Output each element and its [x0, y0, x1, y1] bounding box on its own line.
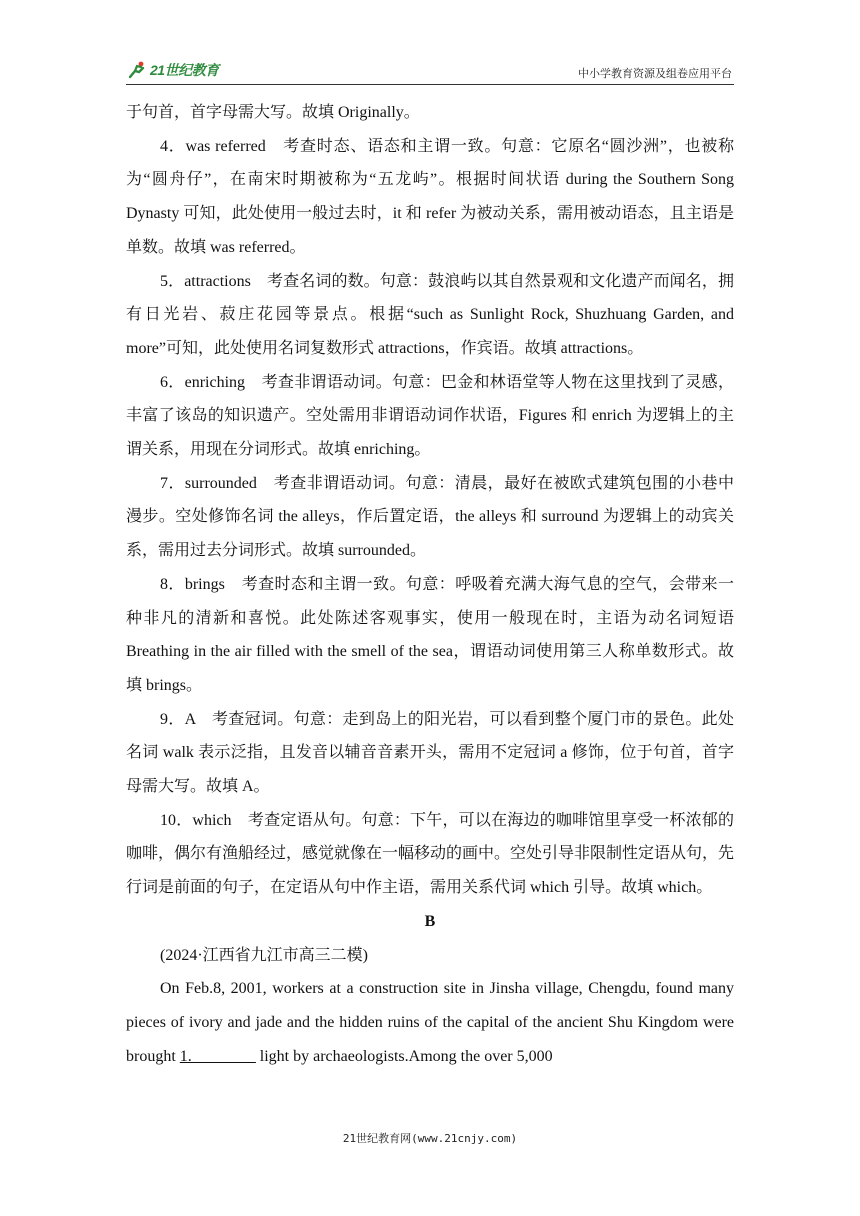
logo-text: 21世纪教育 — [150, 62, 219, 78]
passage-text-before: On Feb.8, 2001, workers at a construction site in Jinsha village, Chengdu, found many pieces of ivory and jade and the hidden ruins of the capital of the ancient Shu Kingdom were brought — [126, 980, 734, 1065]
fill-blank-1: 1.________ — [179, 1047, 256, 1065]
platform-name: 中小学教育资源及组卷应用平台 — [578, 67, 732, 80]
answer-9: 9．A 考查冠词。句意：走到岛上的阳光岩，可以看到整个厦门市的景色。此处名词 walk 表示泛指，且发音以辅音音素开头，需用不定冠词 a 修饰，位于句首，首字母需大写。故填 A。 — [126, 710, 734, 796]
answer-8: 8．brings 考查时态和主谓一致。句意：呼吸着充满大海气息的空气，会带来一种非凡的清新和喜悦。此处陈述客观事实，使用一般现在时，主语为动名词短语 Breathing in the air filled with the smell of the sea，谓语动词使用第三人称单数形式。故填 brings。 — [126, 575, 734, 694]
answer-7: 7．surrounded 考查非谓语动词。句意：清晨，最好在被欧式建筑包围的小巷中漫步。空处修饰名词 the alleys，作后置定语，the alleys 和 surround 为逻辑上的动宾关系，需用过去分词形式。故填 surrounded。 — [126, 474, 734, 560]
document-body — [126, 96, 734, 1073]
section-title: B — [424, 912, 436, 930]
passage-text-after: light by archaeologists.Among the over 5,000 — [255, 1047, 553, 1065]
logo — [126, 60, 219, 80]
answer-4: 4．was referred 考查时态、语态和主谓一致。句意：它原名“圆沙洲”，也被称为“圆舟仔”，在南宋时期被称为“五龙屿”。根据时间状语 during the Southern Song Dynasty 可知，此处使用一般过去时，it 和 refer 为被动关系，需用被动语态，且主语是单数。故填 was referred。 — [126, 137, 734, 256]
paragraph-continued: 于句首，首字母需大写。故填 Originally。 — [126, 104, 420, 121]
page-header — [126, 58, 734, 85]
passage-paragraph — [126, 972, 734, 1073]
answer-6: 6．enriching 考查非谓语动词。句意：巴金和林语堂等人物在这里找到了灵感，丰富了该岛的知识遗产。空处需用非谓语动词作状语，Figures 和 enrich 为逻辑上的主谓关系，用现在分词形式。故填 enriching。 — [126, 373, 734, 459]
page-footer: 21世纪教育网(www.21cnjy.com) — [342, 1132, 518, 1145]
source-note: (2024·江西省九江市高三二模) — [160, 946, 368, 964]
answer-5: 5．attractions 考查名词的数。句意：鼓浪屿以其自然景观和文化遗产而闻名，拥有日光岩、菽庄花园等景点。根据“such as Sunlight Rock, Shuzhuang Garden, and more”可知，此处使用名词复数形式 attractions，作宾语。故填 attractions。 — [126, 272, 734, 357]
runner-logo-icon — [126, 61, 148, 79]
answer-10: 10．which 考查定语从句。句意：下午，可以在海边的咖啡馆里享受一杯浓郁的咖啡，偶尔有渔船经过，感觉就像在一幅移动的画中。空处引导非限制性定语从句，先行词是前面的句子，在定语从句中作主语，需用关系代词 which 引导。故填 which。 — [126, 811, 735, 897]
